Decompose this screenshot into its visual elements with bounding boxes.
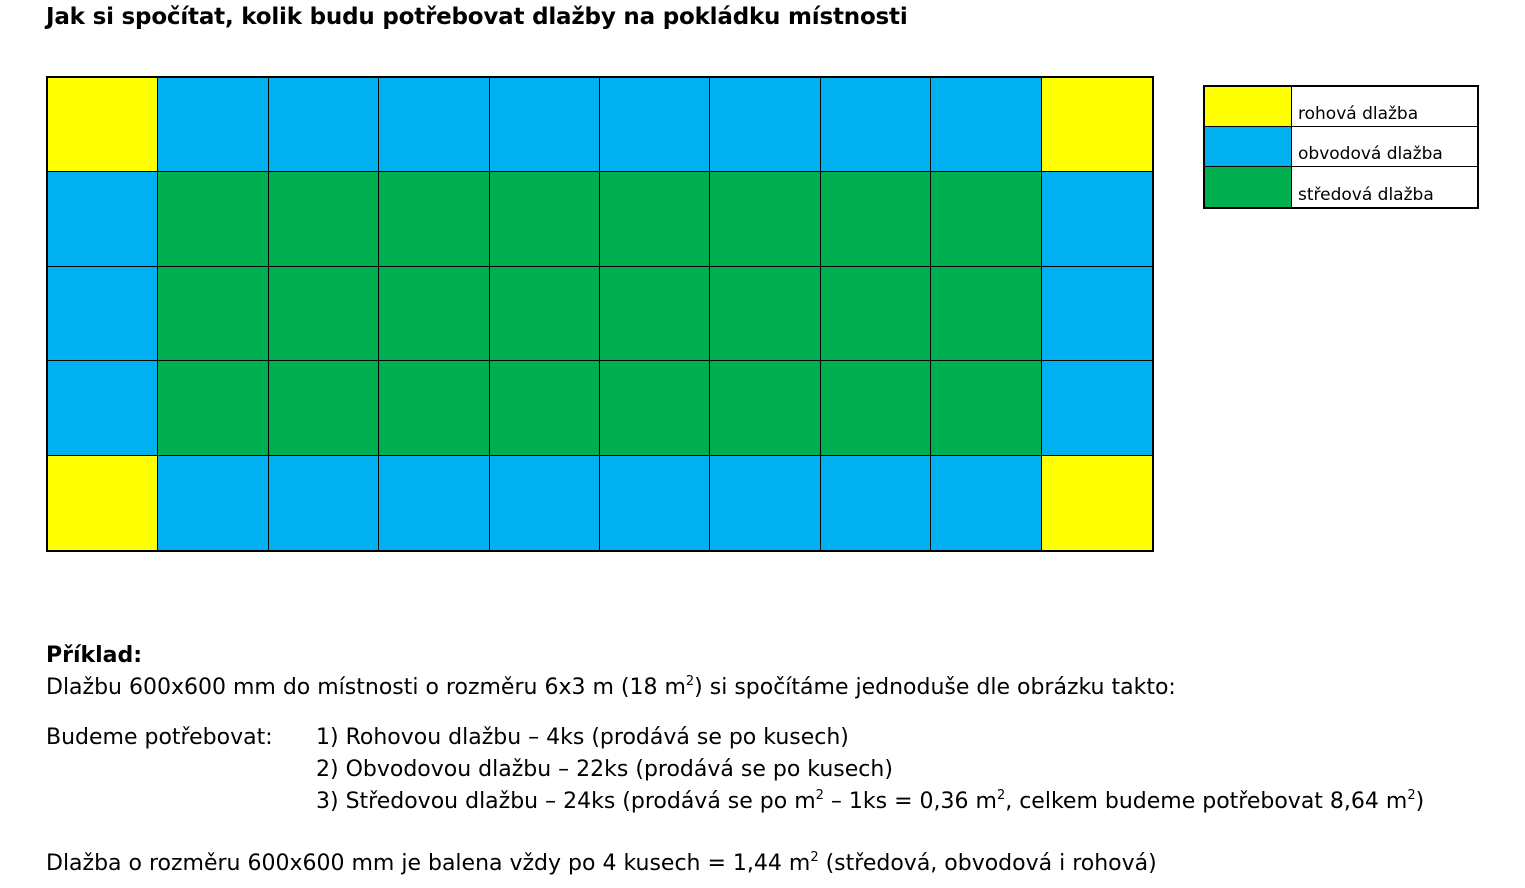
center-tile [931,361,1041,455]
center-tile [379,172,489,266]
center-tile [269,172,379,266]
intro-text-a: Dlažbu 600x600 mm do místnosti o rozměru 6x3 m (18 m [46,675,686,700]
item3-sup-3: 2 [1407,788,1416,803]
center-tile [379,267,489,361]
edge-tile [48,267,158,361]
legend-row [1205,87,1477,127]
needs-items [316,722,1424,818]
edge-tile [48,172,158,266]
center-tile [490,267,600,361]
center-tile [600,267,710,361]
packaging-note [46,848,1424,880]
center-tile [158,267,268,361]
item3-sup-1: 2 [815,788,824,803]
edge-tile [379,456,489,550]
needs-item-corner: 1) Rohovou dlažbu – 4ks (prodává se po kusech) [316,725,849,750]
page-title: Jak si spočítat, kolik budu potřebovat dlažby na pokládku místnosti [46,4,908,30]
edge-tile [490,456,600,550]
legend-row [1205,127,1477,167]
center-tile [490,172,600,266]
center-tile [158,172,268,266]
edge-tile [710,78,820,172]
needs-item-edge: 2) Obvodovou dlažbu – 22ks (prodává se po kusech) [316,757,893,782]
edge-tile [821,78,931,172]
edge-tile [158,78,268,172]
legend-swatch-center [1205,167,1292,207]
center-tile [379,361,489,455]
packaging-text-a: Dlažba o rozměru 600x600 mm je balena vždy po 4 kusech = 1,44 m [46,851,811,876]
center-tile [821,172,931,266]
legend-row [1205,167,1477,207]
corner-tile [1042,78,1152,172]
legend [1203,85,1479,209]
intro-sup: 2 [685,674,695,689]
example-heading: Příklad: [46,643,143,668]
center-tile [931,267,1041,361]
packaging-text-b: (středová, obvodová i rohová) [818,851,1157,876]
example-section [46,640,1424,880]
center-tile [600,172,710,266]
example-intro [46,672,1424,704]
item3-text-b: – 1ks = 0,36 m [823,789,997,814]
legend-swatch-corner [1205,87,1292,126]
center-tile [158,361,268,455]
center-tile [821,267,931,361]
edge-tile [600,456,710,550]
tile-layout-diagram [46,76,1154,552]
edge-tile [379,78,489,172]
center-tile [931,172,1041,266]
needs-list [46,722,1424,818]
edge-tile [931,78,1041,172]
center-tile [710,267,820,361]
edge-tile [1042,267,1152,361]
legend-label: rohová dlažba [1298,104,1419,124]
edge-tile [600,78,710,172]
corner-tile [48,78,158,172]
item3-text-a: 3) Středovou dlažbu – 24ks (prodává se po m [316,789,816,814]
legend-swatch-edge [1205,127,1292,166]
needs-item-center [316,786,1424,818]
item3-sup-2: 2 [996,788,1006,803]
packaging-sup: 2 [810,850,819,865]
center-tile [269,267,379,361]
item3-text-d: ) [1415,789,1425,814]
edge-tile [269,78,379,172]
intro-text-b: ) si spočítáme jednoduše dle obrázku takto: [694,675,1176,700]
edge-tile [821,456,931,550]
center-tile [490,361,600,455]
edge-tile [158,456,268,550]
legend-label: středová dlažba [1298,185,1434,205]
item3-text-c: , celkem budeme potřebovat 8,64 m [1005,789,1408,814]
edge-tile [1042,172,1152,266]
center-tile [269,361,379,455]
edge-tile [269,456,379,550]
corner-tile [48,456,158,550]
edge-tile [931,456,1041,550]
edge-tile [48,361,158,455]
legend-label: obvodová dlažba [1298,144,1443,164]
center-tile [710,172,820,266]
center-tile [710,361,820,455]
edge-tile [490,78,600,172]
center-tile [821,361,931,455]
edge-tile [710,456,820,550]
corner-tile [1042,456,1152,550]
edge-tile [1042,361,1152,455]
needs-label: Budeme potřebovat: [46,725,273,750]
center-tile [600,361,710,455]
